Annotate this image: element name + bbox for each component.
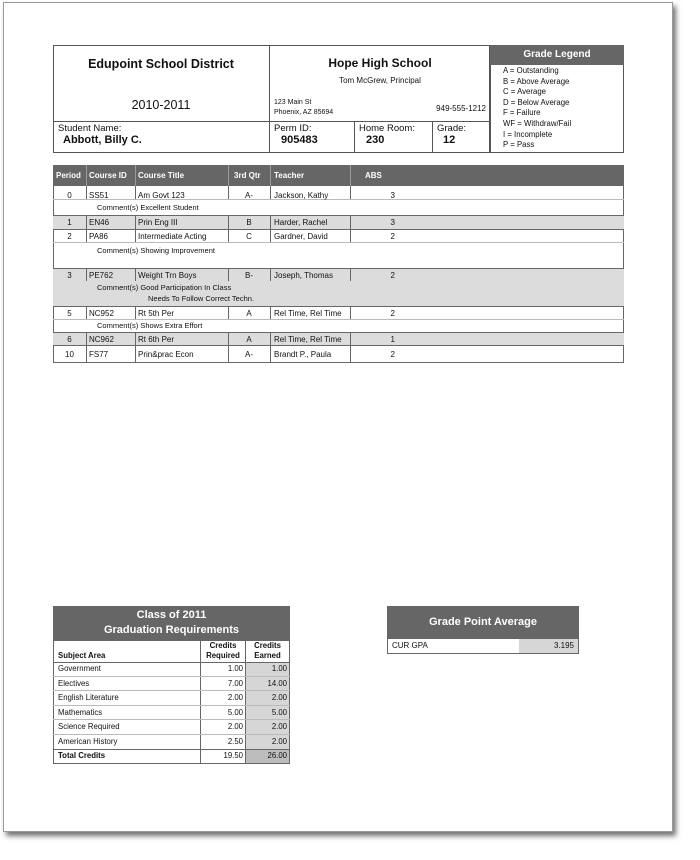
- total-label: Total Credits: [58, 751, 106, 760]
- legend-item: F = Failure: [503, 108, 541, 118]
- abs: 3: [390, 218, 395, 227]
- course-title: Rt 5th Per: [138, 309, 175, 318]
- required: 2.00: [227, 693, 243, 702]
- perm-id: 905483: [281, 134, 318, 146]
- grade: A: [246, 335, 252, 344]
- legend-item: A = Outstanding: [503, 66, 559, 75]
- home-room-label: Home Room:: [359, 123, 415, 134]
- course-id: FS77: [89, 350, 109, 359]
- legend-item: B = Above Average: [503, 76, 570, 86]
- table-row: [53, 333, 624, 346]
- grade: A-: [245, 350, 253, 359]
- period: 3: [67, 271, 72, 280]
- earned: 2.00: [271, 693, 287, 702]
- subject: Electives: [58, 679, 90, 688]
- course-id: EN46: [89, 218, 110, 227]
- col-teacher: Teacher: [274, 171, 305, 180]
- teacher: Brandt P., Paula: [274, 350, 332, 359]
- divider: [432, 121, 433, 153]
- course-title: Intermediate Acting: [138, 232, 207, 241]
- school-phone: 949-555-1212: [436, 104, 486, 113]
- earned: 2.00: [271, 722, 287, 731]
- course-id: NC952: [89, 309, 114, 318]
- teacher: Joseph, Thomas: [274, 271, 333, 280]
- abs: 2: [390, 350, 395, 359]
- grade: B-: [245, 271, 253, 280]
- school-year: 2010-2011: [131, 98, 191, 112]
- table-row: [53, 348, 624, 361]
- teacher: Gardner, David: [274, 232, 328, 241]
- abs: 2: [390, 232, 395, 241]
- divider: [53, 121, 490, 122]
- course-id: NC962: [89, 335, 114, 344]
- period: 1: [67, 218, 72, 227]
- required: 5.00: [227, 708, 243, 717]
- course-id: PE762: [89, 271, 114, 280]
- district-name: Edupoint School District: [88, 57, 234, 71]
- col-credits-earned: Credits Earned: [254, 641, 281, 660]
- required: 1.00: [227, 664, 243, 673]
- perm-id-label: Perm ID:: [274, 123, 312, 134]
- subject: Government: [58, 664, 101, 673]
- subject: American History: [58, 737, 118, 746]
- course-comment: Needs To Follow Correct Techn.: [148, 294, 255, 303]
- table-row: [53, 189, 624, 202]
- graduation-requirements-title: Class of 2011 Graduation Requirements: [53, 606, 290, 640]
- period: 5: [67, 309, 72, 318]
- course-id: SS51: [89, 191, 109, 200]
- grade: C: [246, 232, 252, 241]
- col-credits-required: Credits Required: [206, 641, 240, 660]
- divider: [354, 121, 355, 153]
- course-comment: Comment(s) Showing Improvement: [97, 246, 215, 255]
- grade-label: Grade:: [437, 123, 467, 134]
- legend-item: C = Average: [503, 87, 546, 97]
- abs: 2: [390, 309, 395, 318]
- student-name-label: Student Name:: [58, 123, 122, 134]
- course-comment: Comment(s) Good Participation In Class: [97, 283, 232, 292]
- teacher: Jackson, Kathy: [274, 191, 329, 200]
- required: 2.50: [227, 737, 243, 746]
- course-comment: Comment(s) Shows Extra Effort: [97, 321, 203, 330]
- student-name: Abbott, Billy C.: [63, 134, 142, 146]
- col-course-id: Course ID: [89, 171, 127, 180]
- col-3rd-qtr: 3rd Qtr: [234, 171, 261, 180]
- required: 7.00: [227, 679, 243, 688]
- subject: English Literature: [58, 693, 119, 702]
- course-title: Weight Trn Boys: [138, 271, 197, 280]
- col-period: Period: [56, 171, 81, 180]
- grade: B: [246, 218, 252, 227]
- table-row: [53, 307, 624, 320]
- grade-legend-title: Grade Legend: [490, 45, 624, 65]
- course-title: Prin&prac Econ: [138, 350, 194, 359]
- abs: 1: [390, 335, 395, 344]
- home-room: 230: [366, 134, 385, 146]
- legend-item: D = Below Average: [503, 97, 570, 107]
- table-row: [53, 216, 624, 229]
- legend-item: P = Pass: [503, 140, 535, 150]
- col-subject-area: Subject Area: [58, 651, 106, 660]
- gpa-value: 3.195: [553, 641, 574, 650]
- table-row: [53, 230, 624, 243]
- required: 2.00: [227, 722, 243, 731]
- col-course-title: Course Title: [138, 171, 185, 180]
- period: 0: [67, 191, 72, 200]
- earned: 2.00: [271, 737, 287, 746]
- principal-name: Tom McGrew, Principal: [339, 76, 421, 85]
- subject: Science Required: [58, 722, 120, 731]
- abs: 3: [390, 191, 395, 200]
- period: 10: [65, 350, 74, 359]
- gpa-label: CUR GPA: [392, 641, 428, 650]
- period: 6: [67, 335, 72, 344]
- col-abs: ABS: [365, 171, 382, 180]
- teacher: Harder, Rachel: [274, 218, 328, 227]
- course-title: Prin Eng III: [138, 218, 178, 227]
- course-id: PA86: [89, 232, 108, 241]
- grade-value: 12: [443, 134, 456, 146]
- course-title: Rt 6th Per: [138, 335, 175, 344]
- earned: 14.00: [267, 679, 287, 688]
- grade-legend: [490, 65, 624, 153]
- total-earned: 26.00: [267, 751, 287, 760]
- teacher: Rel Time, Rel Time: [274, 335, 342, 344]
- grade: A-: [245, 191, 253, 200]
- teacher: Rel Time, Rel Time: [274, 309, 342, 318]
- abs: 2: [390, 271, 395, 280]
- gpa-title: Grade Point Average: [387, 606, 579, 638]
- subject: Mathematics: [58, 708, 103, 717]
- divider: [269, 121, 270, 153]
- earned: 5.00: [271, 708, 287, 717]
- school-name: Hope High School: [328, 56, 432, 70]
- legend-item: WF = Withdraw/Fail: [503, 118, 572, 128]
- course-title: Am Govt 123: [138, 191, 185, 200]
- grade: A: [246, 309, 252, 318]
- course-comment: Comment(s) Excellent Student: [97, 203, 199, 212]
- earned: 1.00: [271, 664, 287, 673]
- table-row: [53, 269, 624, 282]
- school-address: 123 Main St Phoenix, AZ 85694: [274, 99, 334, 116]
- legend-item: I = Incomplete: [503, 129, 553, 139]
- period: 2: [67, 232, 72, 241]
- total-required: 19.50: [223, 751, 243, 760]
